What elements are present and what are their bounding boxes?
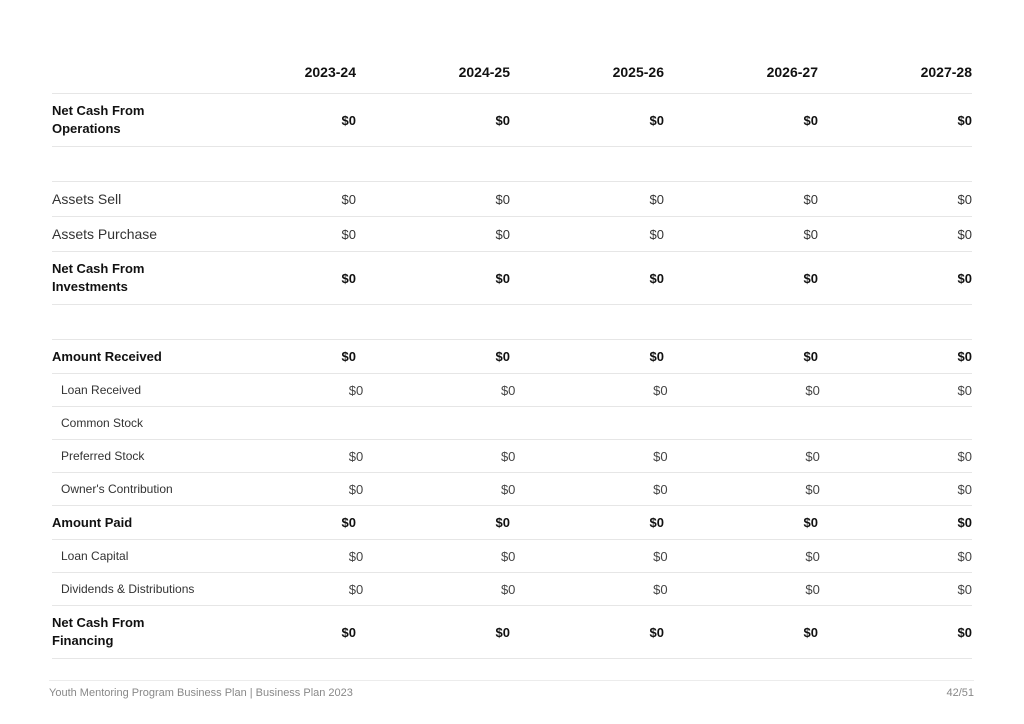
row-values — [211, 449, 972, 464]
row-label: Net Cash From Investments — [52, 261, 145, 294]
value-cell: $0 — [957, 515, 972, 530]
year-header: 2024-25 — [458, 64, 510, 80]
year-header: 2026-27 — [766, 64, 818, 80]
value-cell: $0 — [495, 624, 510, 640]
value-cell: $0 — [805, 581, 820, 597]
value-cell: $0 — [653, 548, 668, 564]
row-values — [202, 625, 972, 640]
value-cell: $0 — [803, 270, 818, 286]
value-cell: $0 — [805, 481, 820, 497]
value-cell: $0 — [957, 349, 972, 364]
value-cell: $0 — [649, 624, 664, 640]
table-row — [52, 473, 972, 506]
table-row — [52, 573, 972, 606]
value-cell: $0 — [653, 581, 668, 597]
value-cell: $0 — [805, 448, 820, 464]
row-values — [202, 271, 972, 286]
table-row — [52, 252, 972, 305]
value-cell: $0 — [649, 112, 664, 128]
year-headers — [202, 64, 972, 80]
value-cell: $0 — [495, 226, 510, 242]
table-row — [52, 606, 972, 659]
value-cell: $0 — [500, 548, 516, 564]
year-header: 2025-26 — [612, 64, 664, 80]
value-cell: $0 — [495, 191, 510, 207]
row-values — [202, 515, 972, 530]
row-label: Loan Capital — [61, 549, 129, 563]
value-cell: $0 — [500, 581, 516, 597]
table-row — [52, 217, 972, 252]
row-label: Net Cash From Financing — [52, 615, 145, 648]
year-header: 2027-28 — [920, 64, 972, 80]
year-header: 2023-24 — [304, 64, 356, 80]
value-cell: $0 — [649, 515, 664, 530]
row-label: Assets Purchase — [52, 226, 158, 242]
value-cell: $0 — [495, 515, 510, 530]
row-label: Assets Sell — [52, 191, 122, 207]
table-row — [52, 94, 972, 147]
row-values — [211, 549, 972, 564]
table-row — [52, 407, 972, 440]
value-cell: $0 — [957, 481, 973, 497]
table-row — [52, 374, 972, 407]
value-cell: $0 — [341, 191, 356, 207]
value-cell: $0 — [348, 382, 364, 398]
value-cell: $0 — [805, 548, 820, 564]
value-cell: $0 — [957, 581, 973, 597]
value-cell: $0 — [341, 112, 356, 128]
value-cell: $0 — [341, 270, 356, 286]
row-label: Owner's Contribution — [61, 482, 173, 496]
row-label: Loan Received — [61, 383, 142, 397]
value-cell: $0 — [495, 112, 510, 128]
value-cell: $0 — [805, 382, 820, 398]
value-cell: $0 — [495, 270, 510, 286]
value-cell: $0 — [957, 112, 972, 128]
value-cell: $0 — [957, 270, 972, 286]
row-values — [202, 349, 972, 364]
row-values — [211, 582, 972, 597]
value-cell: $0 — [957, 226, 972, 242]
row-values — [211, 383, 972, 398]
value-cell: $0 — [495, 349, 510, 364]
value-cell: $0 — [500, 481, 516, 497]
value-cell: $0 — [649, 226, 664, 242]
value-cell: $0 — [649, 349, 664, 364]
value-cell: $0 — [348, 481, 364, 497]
table-row — [52, 182, 972, 217]
value-cell: $0 — [649, 191, 664, 207]
footer-document-title: Youth Mentoring Program Business Plan | Business Plan 2023 — [49, 687, 353, 699]
value-cell: $0 — [341, 515, 356, 530]
value-cell: $0 — [341, 226, 356, 242]
page-footer — [49, 680, 974, 699]
row-values — [202, 227, 972, 242]
cash-flow-table — [52, 52, 972, 659]
row-label: Dividends & Distributions — [61, 582, 195, 596]
row-label: Amount Paid — [52, 514, 133, 530]
value-cell: $0 — [803, 191, 818, 207]
spacer-row — [52, 147, 972, 182]
table-row — [52, 540, 972, 573]
value-cell: $0 — [500, 448, 516, 464]
table-row — [52, 340, 972, 374]
value-cell: $0 — [957, 548, 973, 564]
value-cell: $0 — [803, 515, 818, 530]
table-row — [52, 440, 972, 473]
value-cell: $0 — [803, 349, 818, 364]
value-cell: $0 — [957, 191, 972, 207]
value-cell: $0 — [500, 382, 516, 398]
table-body — [52, 94, 972, 659]
value-cell: $0 — [653, 481, 668, 497]
row-values — [202, 113, 972, 128]
value-cell: $0 — [649, 270, 664, 286]
table-header-row — [52, 52, 972, 94]
table-row — [52, 506, 972, 540]
row-values — [202, 192, 972, 207]
value-cell: $0 — [803, 112, 818, 128]
value-cell: $0 — [653, 448, 668, 464]
page-number: 42/51 — [946, 687, 974, 699]
value-cell: $0 — [341, 624, 356, 640]
row-label: Common Stock — [61, 416, 144, 430]
row-label: Amount Received — [52, 348, 162, 364]
row-label: Net Cash From Operations — [52, 103, 145, 136]
value-cell: $0 — [348, 448, 364, 464]
value-cell: $0 — [803, 624, 818, 640]
row-values — [211, 482, 972, 497]
row-label: Preferred Stock — [61, 449, 145, 463]
value-cell: $0 — [957, 382, 973, 398]
value-cell: $0 — [653, 382, 668, 398]
value-cell: $0 — [803, 226, 818, 242]
value-cell: $0 — [348, 548, 364, 564]
value-cell: $0 — [348, 581, 364, 597]
value-cell: $0 — [341, 349, 356, 364]
value-cell: $0 — [957, 624, 972, 640]
spacer-row — [52, 305, 972, 340]
value-cell: $0 — [957, 448, 973, 464]
